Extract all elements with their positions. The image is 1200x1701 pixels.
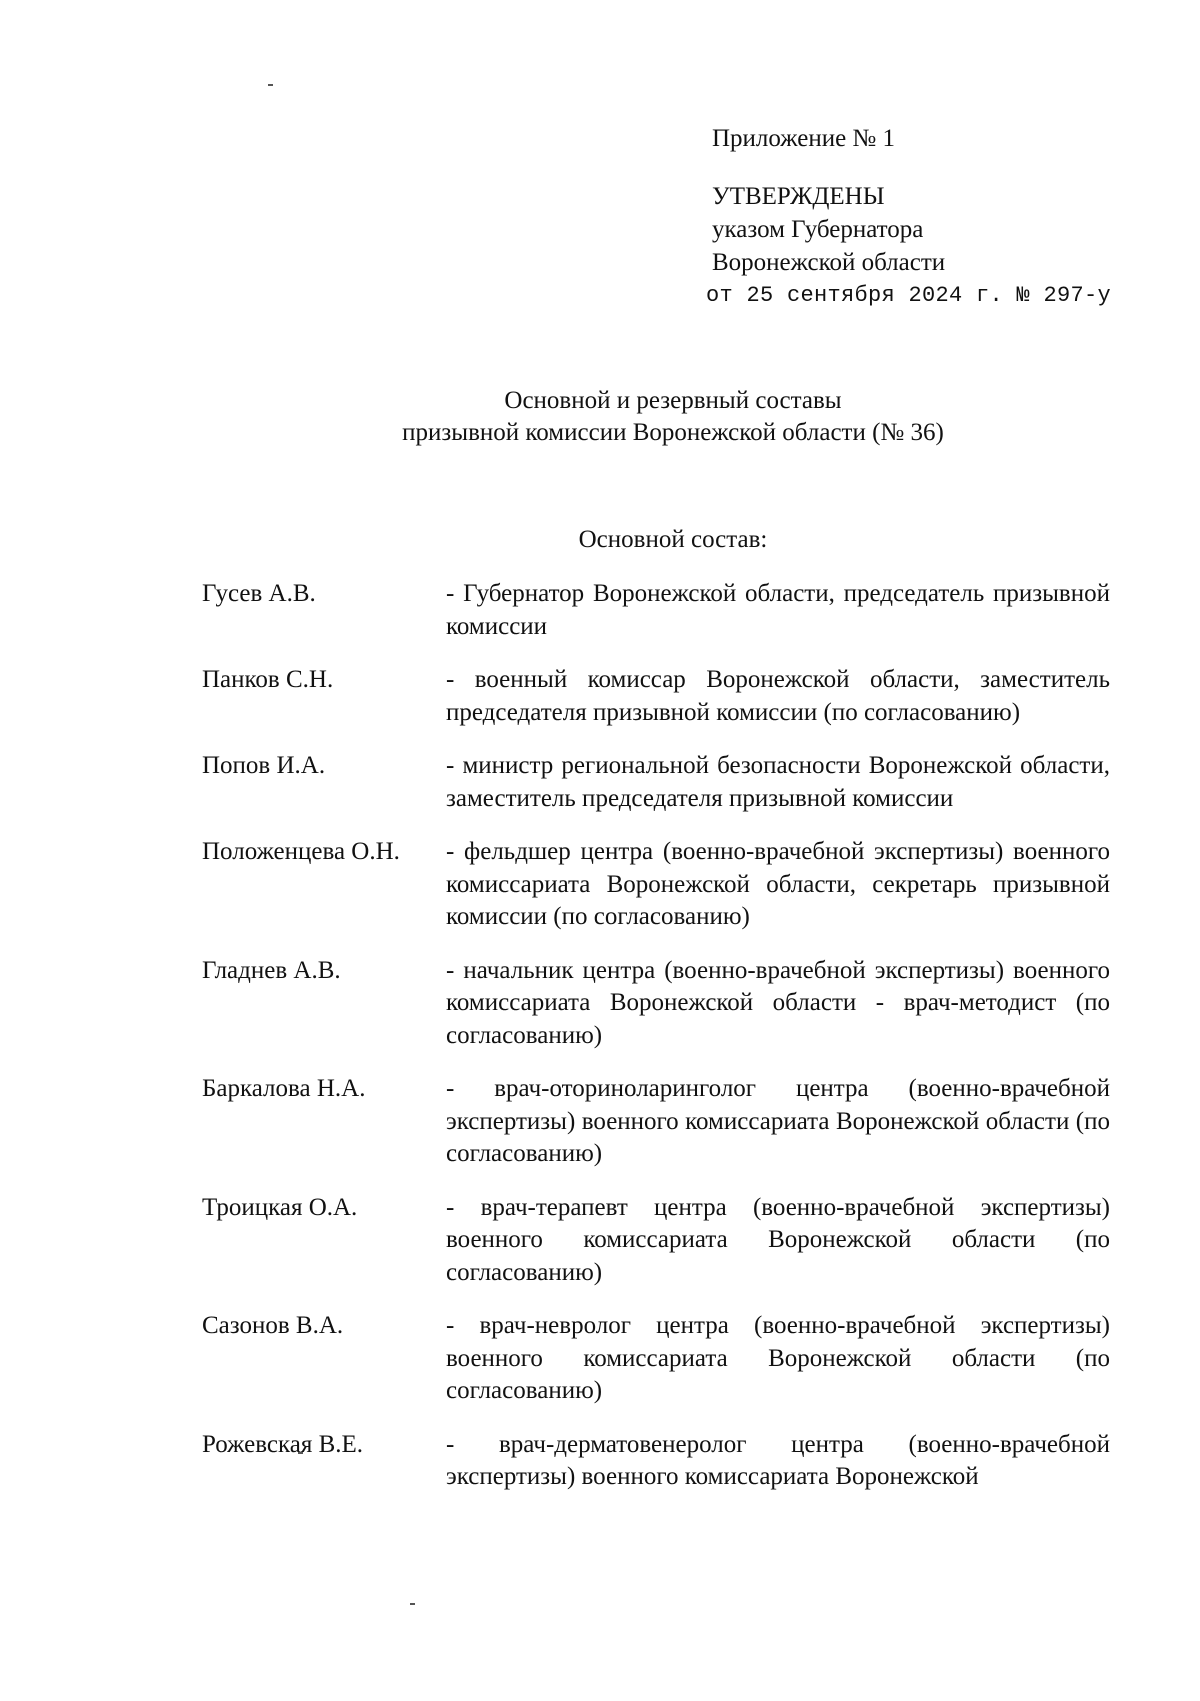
member-row (202, 578, 1110, 643)
document-title-line: Основной и резервный составы (504, 387, 842, 414)
member-role: - врач-невролог центра (военно-врачебной экспертизы) военного комиссариата Воронежской области (по согласованию) (446, 1312, 1110, 1404)
member-row (202, 664, 1110, 729)
member-role: - военный комиссар Воронежской области, заместитель председателя призывной комиссии (по согласованию) (446, 666, 1110, 726)
document-title-line: призывной комиссии Воронежской области (№ 36) (402, 419, 944, 446)
member-role: - Губернатор Воронежской области, председатель призывной комиссии (446, 580, 1110, 640)
member-name: Положенцева О.Н. (202, 838, 400, 865)
member-row (202, 1192, 1110, 1290)
approval-date: от 25 сентября 2024 г. № 297-у (706, 283, 1112, 308)
member-row (202, 750, 1110, 815)
member-role: - начальник центра (военно-врачебной экспертизы) военного комиссариата Воронежской области - врач-методист (по согласованию) (446, 956, 1110, 1049)
member-role: - врач-дерматовенеролог центра (военно-врачебной экспертизы) военного комиссариата Воронежской (446, 1430, 1110, 1490)
approval-block (706, 122, 1112, 312)
member-row (202, 1429, 1110, 1494)
approved-heading: УТВЕРЖДЕНЫ (712, 183, 885, 210)
member-name: Панков С.Н. (202, 666, 334, 693)
member-role: - фельдшер центра (военно-врачебной экспертизы) военного комиссариата Воронежской области, секретарь призывной комиссии (по согласованию) (446, 838, 1110, 930)
scan-speck (268, 84, 273, 86)
member-name: Баркалова Н.А. (202, 1075, 366, 1102)
member-role: - врач-терапевт центра (военно-врачебной экспертизы) военного комиссариата Воронежской области (по согласованию) (446, 1193, 1110, 1286)
approved-by: указом Губернатора (712, 216, 924, 243)
member-row (202, 955, 1110, 1053)
member-role: - врач-оториноларинголог центра (военно-врачебной экспертизы) военного комиссариата Воронежской области (по согласованию) (446, 1075, 1110, 1167)
member-row (202, 1310, 1110, 1408)
scan-speck (410, 1603, 415, 1605)
members-list (202, 578, 1110, 1515)
member-row (202, 836, 1110, 934)
approved-region: Воронежской области (712, 249, 946, 276)
annex-label: Приложение № 1 (712, 125, 896, 152)
member-name: Попов И.А. (202, 752, 326, 779)
member-name: Троицкая О.А. (202, 1193, 358, 1221)
member-name: Гусев А.В. (202, 580, 316, 607)
member-role: - министр региональной безопасности Воронежской области, заместитель председателя призывной комиссии (446, 752, 1110, 812)
member-row (202, 1073, 1110, 1171)
document-title (0, 385, 1200, 449)
member-name: Сазонов В.А. (202, 1312, 344, 1339)
section-heading: Основной состав: (578, 526, 768, 553)
member-name: Рожевская В.Е. (202, 1430, 364, 1458)
member-name: Гладнев А.В. (202, 956, 341, 984)
